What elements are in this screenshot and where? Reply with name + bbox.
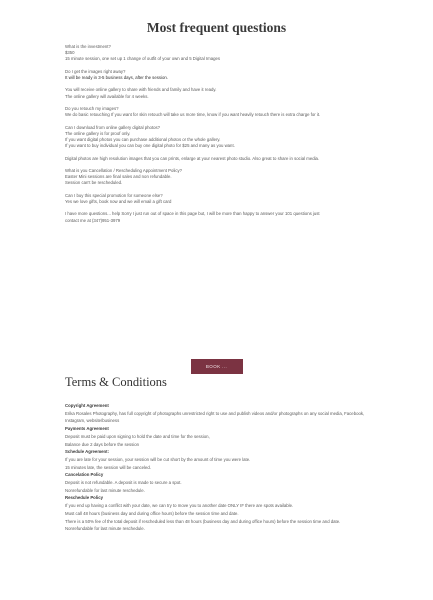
terms-heading: Reschedule Policy [65, 495, 103, 501]
faq-line: $350 [65, 50, 75, 56]
terms-line: Nonrefundable for last minute reschedule. [65, 526, 145, 532]
faq-line: contact me at (347)951-3979 [65, 217, 121, 223]
terms-heading: Cancelation Policy [65, 472, 104, 478]
faq-line: Do you retouch my images? [65, 105, 119, 111]
terms-line: Must call 48 hours (business day and during office hours) before the session time and date. [65, 510, 239, 516]
terms-line: Balance due 2 days before the session [65, 441, 140, 447]
faq-line: Can I buy this special promotion for someone else? [65, 192, 163, 198]
faq-line: If you want to buy individual you can buy one digital photo for $25 and many as you want. [65, 143, 235, 149]
faq-line: The online gallery is for proof only. [65, 130, 131, 136]
terms-heading: Payments Agreement [65, 426, 109, 432]
terms-line: 15 minutes late, the session will be canceled. [65, 464, 151, 470]
faq-line: What is you Cancellation / Rescheduling Appointment Policy? [65, 167, 183, 173]
faq-line: You will receive online gallery to share with friends and family and have it ready. [65, 87, 217, 93]
faq-line: What is the investment? [65, 44, 111, 49]
terms-line: Deposit must be paid upon signing to hold the date and time for the session, [65, 433, 210, 439]
terms-line: Nonrefundable for last minute reschedule. [65, 487, 145, 493]
faq-section [65, 44, 375, 224]
faq-line: Easter Mini sessions are final sales and non refundable. [65, 174, 172, 180]
faq-line: It will be ready in 3-5 business days, after the session. [65, 75, 168, 80]
terms-heading: Schedule Agreement: [65, 449, 110, 455]
terms-line: Erika Rosales Photography, has full copyright of photographs unrestricted right to use and publish videos and/or photographs on any social media, Facebook, Instagram, website/business [65, 410, 365, 424]
faq-line: Do I get the images right away? [65, 68, 126, 74]
faq-line: Digital photos are high resolution images that you can prints, enlarge at your nearest photo studio. Also great to share in social media. [65, 155, 320, 161]
terms-line: Deposit is not refundable. A deposit is made to secure a spot. [65, 480, 182, 486]
terms-section [65, 402, 375, 533]
book-button[interactable]: BOOK ... [191, 359, 243, 374]
faq-title: Most frequent questions [146, 20, 287, 35]
faq-line: The online gallery will available for 4 weeks. [65, 93, 149, 99]
faq-line: If you want digital photos you can purchase additional photos or the whole gallery. [65, 136, 221, 142]
faq-line: Can I download from online gallery digital photos? [65, 124, 161, 130]
terms-line: If you are late for your session, your session will be cut short by the amount of time you were late. [65, 456, 251, 462]
terms-title: Terms & Conditions [65, 375, 167, 389]
faq-line: 15 minute session, one set up 1 change of outfit of your own and 5 Digital Images [65, 56, 221, 62]
faq-line: Yes we love gifts, book now and we will email a gift card [65, 198, 172, 204]
faq-line: Session can't be rescheduled. [65, 180, 123, 186]
faq-line: We do basic retouching If you want for skin retouch will take us more time, know if you want heavily retouch there is extra charge for it. [65, 112, 321, 118]
terms-line: There is a 50% fee of the total deposit if rescheduled less than 48 hours (business day and during office hours) before the session time and date. [65, 518, 341, 524]
faq-line: I have more questions... help Sorry I just run out of space in this page but, I will be more than happy to answer your 101 questions just [65, 211, 320, 217]
book-button-container [0, 355, 433, 374]
terms-line: If you end up having a conflict with your date, we can try to move you to another date ONLY IF there are spots available. [65, 503, 294, 509]
terms-heading: Copyright Agreement [65, 403, 109, 408]
